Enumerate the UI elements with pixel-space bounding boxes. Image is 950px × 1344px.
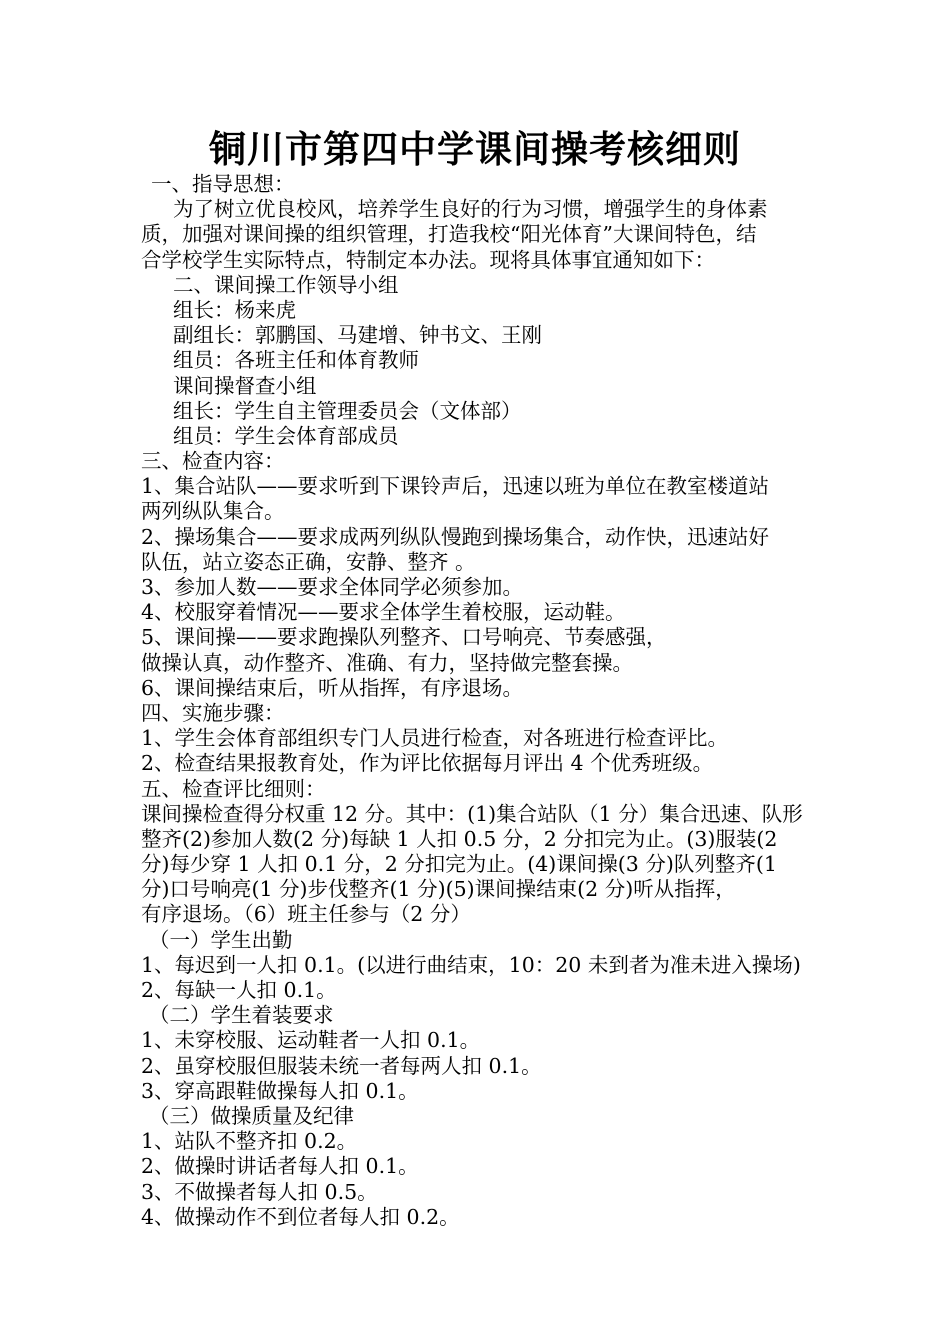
text-line: 副组长：郭鹏国、马建增、钟书文、王刚 xyxy=(173,323,542,348)
text-line: 2、检查结果报教育处，作为评比依据每月评出 4 个优秀班级。 xyxy=(141,751,714,776)
text-line: 1、学生会体育部组织专门人员进行检查，对各班进行检查评比。 xyxy=(141,726,729,751)
text-line: 2、虽穿校服但服装未统一者每两人扣 0.1。 xyxy=(141,1053,542,1078)
text-line: 组员：学生会体育部成员 xyxy=(173,423,399,448)
text-line: 组员：各班主任和体育教师 xyxy=(173,348,419,373)
text-line: 1、集合站队——要求听到下课铃声后，迅速以班为单位在教室楼道站 xyxy=(141,474,770,499)
text-line: 队伍，站立姿态正确，安静、整齐 。 xyxy=(141,549,476,574)
text-line: 6、课间操结束后，听从指挥，有序退场。 xyxy=(141,675,524,700)
text-line: 组长：杨来虎 xyxy=(173,297,296,322)
text-line: 二、课间操工作领导小组 xyxy=(173,272,399,297)
text-line: 1、未穿校服、运动鞋者一人扣 0.1。 xyxy=(141,1028,481,1053)
text-line: （二）学生着装要求 xyxy=(149,1003,334,1028)
text-line: 三、检查内容： xyxy=(141,449,285,474)
text-line: （三）做操质量及纪律 xyxy=(149,1103,354,1128)
document-body xyxy=(141,172,813,1230)
text-line: 3、不做操者每人扣 0.5。 xyxy=(141,1179,378,1204)
text-line: 课间操检查得分权重 12 分。其中：(1)集合站队（1 分）集合迅速、队形 xyxy=(141,801,803,826)
text-line: 合学校学生实际特点，特制定本办法。现将具体事宜通知如下： xyxy=(141,247,715,272)
text-line: 质，加强对课间操的组织管理，打造我校“阳光体育”大课间特色，结 xyxy=(141,222,757,247)
text-line: 2、操场集合——要求成两列纵队慢跑到操场集合，动作快，迅速站好 xyxy=(141,524,770,549)
text-line: 5、课间操——要求跑操队列整齐、口号响亮、节奏感强， xyxy=(141,625,667,650)
text-line: 做操认真，动作整齐、准确、有力，坚持做完整套操。 xyxy=(141,650,633,675)
document-title: 铜川市第四中学课间操考核细则 xyxy=(209,127,741,171)
text-line: 课间操督查小组 xyxy=(173,373,317,398)
text-line: （一）学生出勤 xyxy=(149,927,293,952)
text-line: 分)每少穿 1 人扣 0.1 分，2 分扣完为止。(4)课间操(3 分)队列整齐(1 xyxy=(141,852,777,877)
text-line: 3、参加人数——要求全体同学必须参加。 xyxy=(141,575,524,599)
text-line: 有序退场。（6）班主任参与（2 分） xyxy=(141,902,471,927)
text-line: 五、检查评比细则： xyxy=(141,776,326,801)
text-line: 分)口号响亮(1 分)步伐整齐(1 分)(5)课间操结束(2 分)听从指挥， xyxy=(141,877,736,902)
text-line: 4、做操动作不到位者每人扣 0.2。 xyxy=(141,1204,460,1229)
text-line: 一、指导思想： xyxy=(151,172,295,196)
text-line: 1、每迟到一人扣 0.1。(以进行曲结束，10：20 未到者为准未进入操场) xyxy=(141,952,801,977)
text-line: 2、每缺一人扣 0.1。 xyxy=(141,978,337,1002)
text-line: 2、做操时讲话者每人扣 0.1。 xyxy=(141,1154,419,1179)
text-line: 组长：学生自主管理委员会（文体部） xyxy=(173,398,522,423)
text-line: 四、实施步骤： xyxy=(141,700,285,725)
text-line: 为了树立优良校风，培养学生良好的行为习惯，增强学生的身体素 xyxy=(173,197,768,222)
text-line: 4、校服穿着情况——要求全体学生着校服，运动鞋。 xyxy=(141,600,626,625)
text-line: 1、站队不整齐扣 0.2。 xyxy=(141,1129,358,1154)
text-line: 整齐(2)参加人数(2 分)每缺 1 人扣 0.5 分，2 分扣完为止。(3)服装(2 xyxy=(141,826,778,851)
text-line: 两列纵队集合。 xyxy=(141,499,285,524)
text-line: 3、穿高跟鞋做操每人扣 0.1。 xyxy=(141,1078,419,1103)
